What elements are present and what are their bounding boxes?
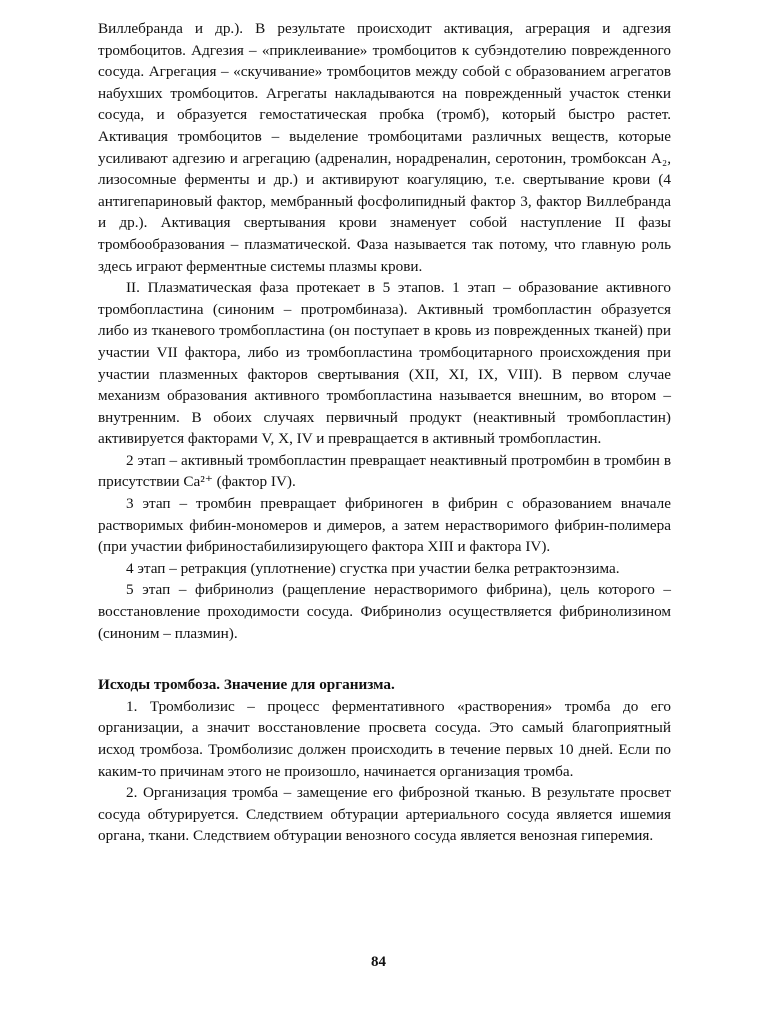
paragraph-stage-3: 3 этап – тромбин превращает фибриноген в фибрин с образованием вначале растворимых фибин-мономеров и димеров, а затем нерастворимого фибрин-полимера (при участии фибриностабилизирующего фактора XIII и фактора IV). — [98, 495, 671, 556]
paragraph-stage-5: 5 этап – фибринолиз (ращепление нерастворимого фибрина), цель которого – восстановление проходимости сосуда. Фибринолиз осуществляется фибринолизином (синоним – плазмин). — [98, 581, 671, 642]
paragraph-thrombolysis: 1. Тромболизис – процесс ферментативного «растворения» тромба до его организации, а значит восстановление просвета сосуда. Это самый благоприятный исход тромбоза. Тромболизис должен происходить в течение первых 10 дней. Если по каким-то причинам этого не произошло, начинается организация тромба. — [98, 697, 671, 780]
paragraph-stage-2: 2 этап – активный тромбопластин превращает неактивный протромбин в тромбин в присутствии Ca²⁺ (фактор IV). — [98, 451, 671, 491]
paragraph-plasma-phase: II. Плазматическая фаза протекает в 5 этапов. 1 этап – образование активного тромбопластина (синоним – протромбиназа). Активный тромбопластин образуется либо из тканевого тромбопластина (он поступает в кровь из поврежденных тканей) при участии VII фактора, либо из тромбопластина тромбоцитарного происхождения при участии плазменных факторов свертывания (XII, XI, IX, VIII). В первом случае механизм образования активного тромбопластина называется внешним, во втором – внутренним. В обоих случаях первичный продукт (неактивный тромбопластин) активируется факторами V, X, IV и превращается в активный тромбопластин. — [98, 279, 671, 448]
section-gap — [98, 644, 671, 674]
page-number: 84 — [371, 954, 386, 970]
paragraph-organization: 2. Организация тромба – замещение его фиброзной тканью. В результате просвет сосуда обтурируется. Следствием обтурации артериального сосуда является ишемия органа, ткани. Следствием обтурации венозного сосуда является венозная гиперемия. — [98, 784, 671, 845]
section-heading: Исходы тромбоза. Значение для организма. — [98, 676, 395, 694]
paragraph-platelet-phase: Виллебранда и др.). В результате происходит активация, агрерация и адгезия тромбоцитов. Адгезия – «приклеивание» тромбоцитов к субэндотелию поврежденного сосуда. Агрегация – «скучивание» тромбоцитов между собой с образованием агрегатов набухших тромбоцитов. Агрегаты накладываются на поврежденный участок стенки сосуда, и образуется гемостатическая пробка (тромб), который быстро растет. Активация тромбоцитов – выделение тромбоцитами различных веществ, которые усиливают адгезию и агрегацию (адреналин, норадреналин, серотонин, тромбоксан A₂, лизосомные ферменты и др.) и активируют коагуляцию, т.е. свертывание крови (4 антигепариновый фактор, мембранный фосфолипидный фактор 3, фактор Виллебранда и др.). Активация свертывания крови знаменует собой наступление II фазы тромбообразования – плазматической. Фаза называется так потому, что главную роль здесь играют ферментные системы плазмы крови. — [98, 20, 671, 275]
paragraph-stage-4: 4 этап – ретракция (уплотнение) сгустка при участии белка ретрактоэнзима. — [126, 559, 620, 577]
document-page — [98, 18, 671, 847]
